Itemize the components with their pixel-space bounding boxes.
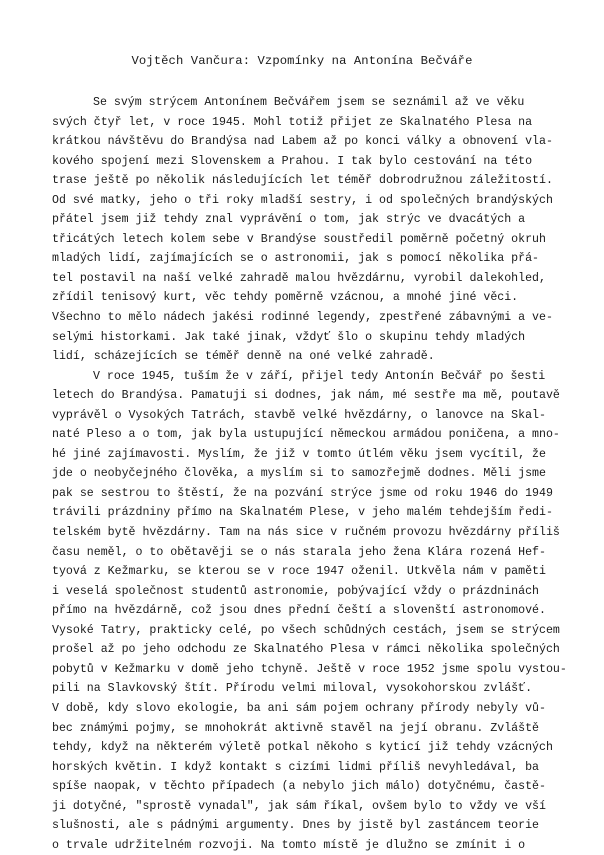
- text-line: Se svým strýcem Antonínem Bečvářem jsem se seznámil až ve věku: [93, 96, 525, 109]
- text-line: selými historkami. Jak také jinak, vždyť šlo o skupinu tehdy mladých: [52, 330, 526, 344]
- text-line: ji dotyčné, "sprostě vynadal", jak sám říkal, ovšem bylo to vždy ve vší: [52, 799, 546, 813]
- text-line: Všechno to mělo nádech jakési rodinné legendy, zpestřené zábavnými a ve-: [52, 311, 553, 325]
- document-body: [52, 93, 586, 855]
- text-line: vyprávěl o Vysokých Tatrách, stavbě velké hvězdárny, o lanovce na Skal-: [52, 408, 546, 422]
- text-line: tyová z Kežmarku, se kterou se v roce 1947 oženil. Utkvěla nám v paměti: [52, 565, 546, 579]
- text-line: pobytů v Kežmarku v domě jeho tchyně. Ještě v roce 1952 jsme spolu vystou-: [52, 662, 567, 676]
- text-line: lidí, scházejících se téměř denně na oné velké zahradě.: [52, 350, 435, 364]
- text-line: zřídil tenisový kurt, věc tehdy poměrně vzácnou, a mnohé jiné věci.: [52, 291, 519, 305]
- text-line: letech do Brandýsa. Pamatuji si dodnes, jak nám, mé sestře ma mě, poutavě: [52, 389, 560, 403]
- text-line: naté Pleso a o tom, jak byla ustupující německou armádou poničena, a mno-: [52, 428, 560, 442]
- text-line: Od své matky, jeho o tři roky mladší sestry, i od společných brandýských: [52, 193, 553, 207]
- text-line: svých čtyř let, v roce 1945. Mohl totiž přijet ze Skalnatého Plesa na: [52, 115, 533, 129]
- text-line: trase ještě po několik následujících let téměř dobrodružnou záležitostí.: [52, 174, 553, 188]
- text-line: krátkou návštěvu do Brandýsa nad Labem až po konci války a obnovení vla-: [52, 135, 553, 149]
- text-line: V době, kdy slovo ekologie, ba ani sám pojem ochrany přírody nebyly vů-: [52, 701, 546, 715]
- text-line: V roce 1945, tuším že v září, přijel tedy Antonín Bečvář po šesti: [93, 369, 546, 383]
- text-line: tel postavil na naší velké zahradě malou hvězdárnu, vyrobil dalekohled,: [52, 271, 546, 285]
- text-line: třicátých letech kolem sebe v Brandýse soustředil poměrně početný okruh: [52, 232, 546, 246]
- text-line: i veselá společnost studentů astronomie, pobývající vždy o prázdninách: [52, 584, 540, 598]
- text-line: horských květin. I když kontakt s cizími lidmi příliš nevyhledával, ba: [52, 760, 540, 774]
- text-line: pili na Slavkovský štít. Přírodu velmi miloval, vysokohorskou zvlášť.: [52, 682, 533, 696]
- text-line: telském bytě hvězdárny. Tam na nás sice v ručném provozu hvězdárny příliš: [52, 526, 560, 540]
- text-line: trávili prázdniny přímo na Skalnatém Plese, v jeho malém tehdejším ředi-: [52, 506, 553, 520]
- text-line: hé jiné zajímavosti. Myslím, že již v tomto útlém věku jsem vycítil, že: [52, 447, 546, 461]
- text-line: pak se sestrou to štěstí, že na pozvání strýce jsme od roku 1946 do 1949: [52, 486, 553, 500]
- text-line: o trvale udržitelném rozvoji. Na tomto místě je dlužno se zmínit i o: [52, 838, 526, 852]
- text-line: času neměl, o to obětavěji se o nás starala jeho žena Klára rozená Hef-: [52, 545, 546, 559]
- text-line: bec známými pojmy, se mnohokrát aktivně stavěl na její obranu. Zvláště: [52, 721, 540, 735]
- text-line: přímo na hvězdárně, což jsou dnes přední čeští a slovenští astronomové.: [52, 604, 546, 618]
- document-title: Vojtěch Vančura: Vzpomínky na Antonína Bečváře: [131, 54, 473, 68]
- text-line: jde o neobyčejného člověka, a myslím si to samozřejmě dodnes. Měli jsme: [52, 467, 546, 481]
- text-line: přátel jsem již tehdy znal vyprávění o tom, jak strýc ve dvacátých a: [52, 213, 526, 227]
- text-line: slušnosti, ale s pádnými argumenty. Dnes by jistě byl zastáncem teorie: [52, 819, 540, 833]
- text-line: kového spojení mezi Slovenskem a Prahou. I tak bylo cestování na této: [52, 154, 533, 168]
- text-line: tehdy, když na některém výletě potkal někoho s kyticí již tehdy vzácných: [52, 741, 553, 755]
- text-line: prošel až po jeho odchodu ze Skalnatého Plesa v rámci několika společných: [52, 643, 560, 657]
- text-line: Vysoké Tatry, prakticky celé, po všech schůdných cestách, jsem se strýcem: [52, 623, 560, 637]
- text-line: spíše naopak, v těchto případech (a nebylo jich málo) dotyčnému, častě-: [52, 780, 546, 794]
- text-line: mladých lidí, zajímajících se o astronomii, jak s pomocí několika přá-: [52, 252, 540, 266]
